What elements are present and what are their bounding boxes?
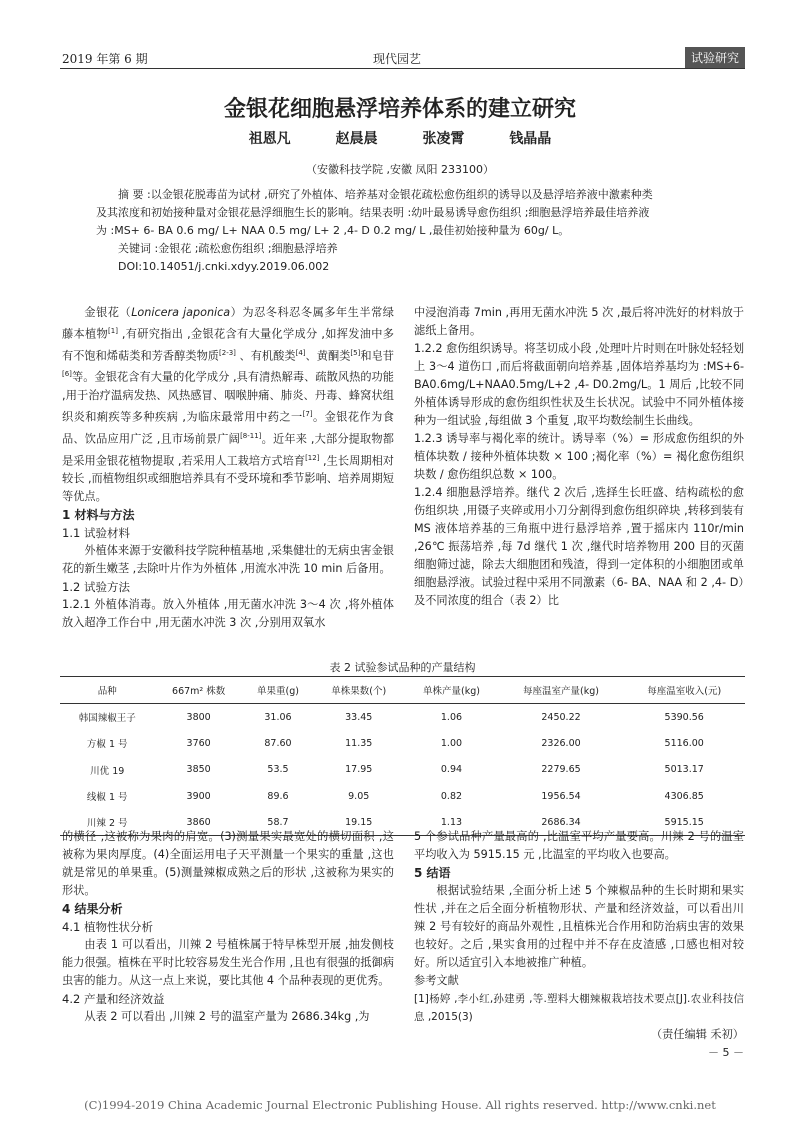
table-cell: 川优 19 [90,765,125,777]
table-cell: 3860 [154,809,242,836]
table-cell: 5915.15 [623,809,745,836]
page-number: － 5 － [708,1046,744,1059]
table-cell: 0.82 [440,790,463,802]
paragraph: 从表 2 可以看出 ,川辣 2 号的温室产量为 2686.34kg ,为 [84,1010,370,1023]
header-rule [60,68,745,69]
author: 赵晨晨 [335,131,378,147]
table-cell: 87.60 [264,737,292,749]
table-cell: 5116.00 [664,737,704,749]
table-cell: 4306.85 [664,790,704,802]
table-cell: 韩国辣椒王子 [78,713,136,725]
table-cell: 0.94 [440,764,463,776]
section-heading: 5 结语 [414,866,451,880]
author: 钱晶晶 [509,131,552,147]
table-cell: 1.06 [440,711,463,723]
table-cell: 1956.54 [541,790,581,802]
table-cell: 3760 [186,737,211,749]
table-header-cell: 单果重(g) [243,677,313,704]
table-cell: 川辣 2 号 [60,809,154,836]
subsection-heading: 4.1 植物性状分析 [62,920,153,934]
table-cell: 3900 [186,790,211,802]
table-cell: 2450.22 [541,711,581,723]
table-cell: 3800 [186,711,211,723]
table-row [60,757,745,783]
left-column-upper [62,304,394,632]
journal-issue: 2019 年第 6 期 [62,52,148,66]
right-column-upper [414,304,744,610]
paragraph: 1.2.1 外植体消毒。放入外植体 ,用无菌水冲洗 3～4 次 ,将外植体放入超净工作台中 ,用无菌水冲洗 3 次 ,分别用双氧水 [62,598,394,630]
intro-paragraph: 金银花（Lonicera japonica）为忍冬科忍冬属多年生半常绿藤本植物[1] ,有研究指出 ,金银花含有大量化学成分 ,如挥发油中多有不饱和烯萜类和芳香醇类物质[2-3] 、有机酸类[4]、黄酮类[5]和皂苷[6]等。金银花含有大量的化学成分 ,具有清热解毒、疏散风热的功能 ,用于治疗温病发热、风热感冒、咽喉肿痛、肺炎、丹毒、蜂窝状组织炎和痢疾等多种疾病 ,为临床最常用中药之一[7]。金银花作为食品、饮品应用广泛 ,且市场前景广阔[8-11]。近年来 ,大部分提取物都是采用金银花植物提取 ,若采用人工栽培方式培育[12] ,生长周期相对较长 ,而植物组织或细胞培养具有不受环境和季节影响、培养周期短等优点。 [62,306,394,504]
references-heading: 参考文献 [414,974,459,987]
right-column-lower [414,828,744,1062]
left-column-lower [62,828,394,1026]
paragraph: 中浸泡消毒 7min ,再用无菌水冲洗 5 次 ,最后将冲洗好的材料放于滤纸上备用。 [414,306,744,337]
table-cell: 9.05 [348,790,370,802]
table-row [60,730,745,756]
table-cell: 19.15 [313,809,404,836]
paragraph: 5 个参试品种产量最高的 ,比温室平均产量要高。川辣 2 号的温室平均收入为 5915.15 元 ,比温室的平均收入也要高。 [414,830,744,861]
editor-note: （责任编辑 禾初） [650,1028,744,1041]
table-header-cell: 每座温室收入(元) [623,677,745,704]
table-cell: 3850 [186,764,211,776]
table-cell: 方椒 1 号 [86,739,128,751]
table-cell: 5390.56 [664,711,704,723]
table-cell: 1.13 [404,809,498,836]
paragraph: 1.2.4 细胞悬浮培养。继代 2 次后 ,选择生长旺盛、结构疏松的愈伤组织块 ,用镊子夹碎或用小刀分割得到愈伤组织碎块 ,转移到装有 MS 液体培养基的三角瓶中进行悬浮培养 ,置于摇床内 110r/min ,26℃ 振荡培养 ,每 7d 继代 1 次 ,继代时培养物用 200 目的灭菌细胞筛过滤，除去大细胞团和残渣，得到一定体积的小细胞团或单细胞悬浮液。试验过程中采用不同激素（6- BA、NAA 和 2 ,4- D）及不同浓度的组合（表 2）比 [414,486,744,607]
table-cell: 2686.34 [499,809,624,836]
paragraph: 由表 1 可以看出，川辣 2 号植株属于特早株型开展 ,抽发侧枝能力很强。植株在平时比较容易发生光合作用 ,且也有很强的抵御病虫害的能力。从这一点上来说，要比其他 4 个品种表现的更优秀。 [62,938,394,987]
table-cell: 2279.65 [541,764,581,776]
table-header-cell: 品种 [60,677,154,704]
copyright-footer: (C)1994-2019 China Academic Journal Electronic Publishing House. All rights reserved. http://www.cnki.net [84,1098,716,1112]
author-list [0,128,800,148]
table-cell: 31.06 [264,711,292,723]
table-row [60,783,745,809]
table-caption: 表 2 试验参试品种的产量结构 [329,661,476,674]
table-header-row [60,677,745,704]
abstract [96,186,726,276]
paragraph: 根据试验结果 ,全面分析上述 5 个辣椒品种的生长时期和果实性状 ,并在之后全面分析植物形状、产量和经济效益，可以看出川辣 2 号有较好的商品外观性 ,且植株光合作用和防治病虫害的效果也较好。之后 ,果实食用的过程中并不存在皮渣感 ,口感也相对较好。所以适宜引入本地被推广种植。 [414,884,744,969]
table-cell: 58.7 [243,809,313,836]
author: 祖恩凡 [248,131,291,147]
keywords: 关键词 :金银花 ;疏松愈伤组织 ;细胞悬浮培养 [118,242,338,255]
subsection-heading: 1.1 试验材料 [62,526,130,541]
table-cell: 线椒 1 号 [86,792,128,804]
subsection-heading: 4.2 产量和经济效益 [62,992,165,1006]
paper-title: 金银花细胞悬浮培养体系的建立研究 [223,97,576,122]
section-heading: 4 结果分析 [62,902,123,916]
abstract-line: 及其浓度和初始接种量对金银花悬浮细胞生长的影响。结果表明 :幼叶最易诱导愈伤组织 ;细胞悬浮培养最佳培养液 [96,206,650,219]
author: 张凌霄 [422,131,465,147]
paragraph: 1.2.3 诱导率与褐化率的统计。诱导率（%）= 形成愈伤组织的外植体块数 / 接种外植体块数 × 100 ;褐化率（%）= 褐化愈伤组织块数 / 愈伤组织总数 × 100。 [414,432,744,481]
paragraph: 的横径 ,这被称为果肉的肩宽。(3)测量果实最宽处的横切面积 ,这被称为果肉厚度。(4)全面运用电子天平测量一个果实的重量 ,这也就是常见的单果重。(5)测量辣椒成熟之后的形状 ,这被称为果实的形状。 [62,830,394,897]
table-header-cell: 每座温室产量(kg) [499,677,624,704]
table-header-cell: 667m² 株数 [154,677,242,704]
table-cell: 33.45 [345,711,373,723]
doi: DOI:10.14051/j.cnki.xdyy.2019.06.002 [118,260,330,273]
table-header-cell: 单株果数(个) [313,677,404,704]
table-cell: 53.5 [267,764,289,776]
journal-name: 现代园艺 [373,52,422,66]
section-heading: 1 材料与方法 [62,508,135,523]
table-cell: 17.95 [345,764,373,776]
abstract-line: 摘 要 :以金银花脱毒苗为试材 ,研究了外植体、培养基对金银花疏松愈伤组织的诱导以及悬浮培养液中激素种类 [118,188,653,201]
affiliation: （安徽科技学院 ,安徽 凤阳 233100） [306,163,494,176]
paragraph: 1.2.2 愈伤组织诱导。将茎切成小段 ,处理叶片时则在叶脉处轻轻划上 3～4 道伤口 ,而后将截面朝向培养基 ,固体培养基均为 :MS+6- BA0.6mg/L+NAA0.5mg/L+2 ,4- D0.2mg/L。1 周后 ,比较不同外植体诱导形成的愈伤组织性状及生长状况。试验中不同外植体接种为一组试验 ,每组做 3 个重复 ,取平均数绘制生长曲线。 [414,342,745,427]
table-cell: 89.6 [267,790,289,802]
table-cell: 11.35 [345,737,373,749]
table-header-cell: 单株产量(kg) [404,677,498,704]
paragraph: 外植体来源于安徽科技学院种植基地 ,采集健壮的无病虫害金银花的新生嫩茎 ,去除叶片作为外植体 ,用流水冲洗 10 min 后备用。 [62,544,394,576]
column-badge: 试验研究 [685,47,745,68]
yield-table [60,676,745,836]
table-cell: 1.00 [440,737,463,749]
table-cell: 5013.17 [664,764,704,776]
abstract-line: 为 :MS+ 6- BA 0.6 mg/ L+ NAA 0.5 mg/ L+ 2 ,4- D 0.2 mg/ L ,最佳初始接种量为 60g/ L。 [96,224,570,237]
table-row [60,704,745,731]
reference-item: [1]杨婷 ,李小红,孙建勇 ,等.塑料大棚辣椒栽培技术要点[J].农业科技信息 ,2015(3) [414,993,744,1023]
table-cell: 2326.00 [541,737,581,749]
subsection-heading: 1.2 试验方法 [62,580,130,595]
